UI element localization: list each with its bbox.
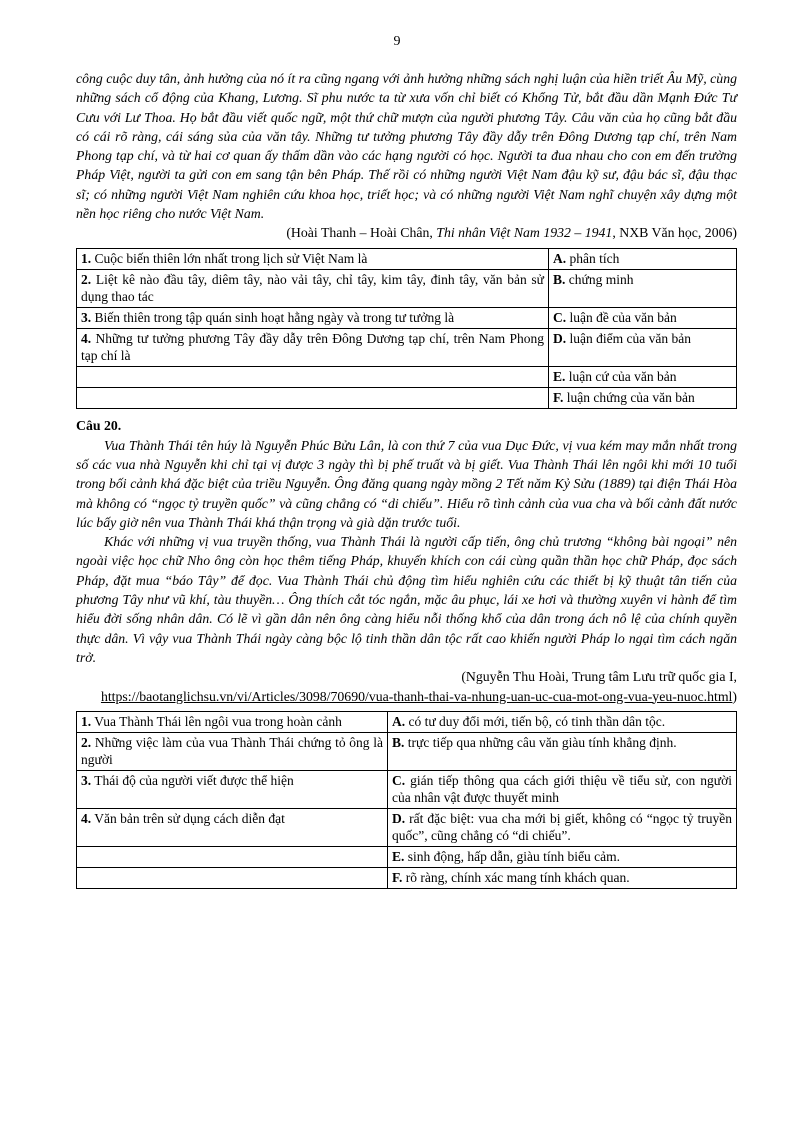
option-cell [388,711,737,732]
option-letter: C. [553,309,567,325]
option-text: phân tích [566,250,620,266]
option-cell [388,732,737,770]
option-cell [388,846,737,867]
option-text: sinh động, hấp dẫn, giàu tính biểu cảm. [404,848,620,864]
prompt-text: Cuộc biến thiên lớn nhất trong lịch sử Việt Nam là [91,250,368,266]
page-number: 9 [393,34,401,49]
option-cell [549,366,737,387]
option-text: luận điểm của văn bản [566,330,691,346]
prompt-cell [77,867,388,888]
option-text: rõ ràng, chính xác mang tính khách quan. [402,869,630,885]
table-row [77,770,737,808]
prompt-number: 1. [81,713,92,729]
option-letter: C. [392,772,406,788]
option-text: rất đặc biệt: vua cha mới bị giết, không có “ngọc tỷ truyền quốc”, cũng chẳng có “di chiếu”. [392,810,732,843]
prompt-cell [77,770,388,808]
prompt-number: 4. [81,330,92,346]
passage-1-source [76,223,737,242]
option-letter: F. [553,389,564,405]
source-suffix: , NXB Văn học, 2006) [612,225,737,241]
option-letter: A. [392,713,406,729]
page-content [76,69,737,889]
table-row [77,307,737,328]
option-letter: A. [553,250,567,266]
option-cell [388,867,737,888]
prompt-text: Những việc làm của vua Thành Thái chứng tỏ ông là người [81,734,383,767]
table-row [77,732,737,770]
prompt-number: 3. [81,772,92,788]
prompt-number: 4. [81,810,92,826]
prompt-cell [77,269,549,307]
option-cell [549,248,737,269]
question-20-paragraph-1: Vua Thành Thái tên húy là Nguyễn Phúc Bửu Lân, là con thứ 7 của vua Dục Đức, vị vua kém may mắn nhất trong số các vua nhà Nguyễn khi chỉ tại vị được 3 ngày thì bị phế truất và bị giết. Vua Thành Thái lên ngôi khi mới 10 tuổi trong bối cảnh khá đặc biệt của triều Nguyễn. Ông đăng quang ngày mồng 2 Tết năm Kỷ Sửu (1889) tại điện Thái Hòa mà không có “ngọc tỷ truyền quốc” và cũng chẳng có “di chiếu”. Hiểu rõ tình cảnh của vua cha và bối cảnh đất nước lúc bấy giờ nên vua Thành Thái khá thận trọng và già dặn trước tuổi. [76,437,737,530]
option-text: luận đề của văn bản [566,309,677,325]
option-cell [549,328,737,366]
table-row [77,328,737,366]
prompt-cell [77,711,388,732]
prompt-cell [77,248,549,269]
prompt-text: Thái độ của người viết được thể hiện [91,772,294,788]
option-text: trực tiếp qua những câu văn giàu tính khẳng định. [404,734,677,750]
option-text: gián tiếp thông qua cách giới thiệu về tiểu sử, con người của nhân vật được thuyết minh [392,772,732,805]
prompt-number: 1. [81,250,92,266]
source-author: (Nguyễn Thu Hoài, Trung tâm Lưu trữ quốc gia I, [461,669,737,685]
option-cell [549,387,737,408]
prompt-cell [77,307,549,328]
prompt-cell [77,387,549,408]
table-row [77,387,737,408]
table-row [77,846,737,867]
option-letter: E. [392,848,405,864]
source-book-title: Thi nhân Việt Nam 1932 – 1941 [436,225,613,241]
option-cell [549,269,737,307]
option-letter: D. [392,810,406,826]
source-prefix: (Hoài Thanh – Hoài Chân, [286,225,437,241]
prompt-number: 2. [81,271,92,287]
option-letter: D. [553,330,567,346]
option-letter: B. [392,734,405,750]
table-row [77,248,737,269]
prompt-number: 3. [81,309,92,325]
matching-table-2 [76,711,737,889]
option-text: chứng minh [565,271,634,287]
prompt-cell [77,846,388,867]
passage-1-text: công cuộc duy tân, ảnh hưởng của nó ít ra cũng ngang với ảnh hưởng những sách nghị luận của hiền triết Âu Mỹ, cùng những sách cổ động của Khang, Lương. Sĩ phu nước ta từ xưa vốn chỉ biết có Khổng Tử, bắt đầu dần Mạnh Đức Tư Cưu với Lư Thoa. Họ bắt đầu viết quốc ngữ, một thứ chữ mượn của người phương Tây. Câu văn của họ cũng bắt đầu có cái rõ ràng, cái sáng sủa của văn tây. Những tư tưởng phương Tây đầy dẫy trên Đông Dương tạp chí, trên Nam Phong tạp chí, và từ hai cơ quan ấy thấm dần vào các hạng người có học. Người ta đua nhau cho con em đến trường Pháp Việt, người ta gửi con em sang tận bên Pháp. Thế rồi có những người Việt Nam đậu kỹ sư, đậu bác sĩ, đậu thạc sĩ; có những người Việt Nam nghiên cứu khoa học, triết học; và có những người Việt Nam nghĩ chuyện xây dựng một nền học riêng cho nước Việt Nam. [76,71,737,222]
option-cell [549,307,737,328]
source-link[interactable]: https://baotanglichsu.vn/vi/Articles/3098/70690/vua-thanh-thai-va-nhung-uan-uc-cua-mot-ong-vua-yeu-nuoc.html [100,688,733,704]
prompt-text: Biến thiên trong tập quán sinh hoạt hằng ngày và trong tư tưởng là [91,309,455,325]
option-letter: E. [553,368,566,384]
prompt-text: Văn bản trên sử dụng cách diễn đạt [91,810,285,826]
question-20-source [76,667,737,706]
table-row [77,867,737,888]
table-row [77,808,737,846]
prompt-text: Vua Thành Thái lên ngôi vua trong hoàn cảnh [91,713,342,729]
prompt-text: Liệt kê nào đầu tây, diêm tây, nào vải tây, chỉ tây, kim tây, đinh tây, văn bản sử dụng thao tác [81,271,544,304]
table-row [77,269,737,307]
matching-table-1 [76,248,737,409]
option-text: có tư duy đổi mới, tiến bộ, có tinh thần dân tộc. [405,713,666,729]
prompt-cell [77,328,549,366]
option-letter: F. [392,869,403,885]
question-20-paragraph-2: Khác với những vị vua truyền thống, vua Thành Thái là người cấp tiến, ông chủ trương “không bài ngoại” nên ngoài việc học chữ Nho ông còn học thêm tiếng Pháp, khuyến khích con cái cùng quần thần học chữ Pháp, đọc sách Pháp, đặt mua “báo Tây” để đọc. Vua Thành Thái chủ động tìm hiểu nghiên cứu các thiết bị kỹ thuật tân tiến của phương Tây như vũ khí, tàu thuyền… Ông thích cắt tóc ngắn, mặc âu phục, lái xe hơi và thường xuyên vi hành để tìm hiểu đời sống nhân dân. Có lẽ vì gần dân nên ông càng hiểu nỗi thống khổ của dân trong ách nô lệ của chính quyền thực dân. Vì vậy vua Thành Thái ngày càng bộc lộ tinh thần dân tộc rất cao khiến người Pháp lo ngại tìm cách ngăn trở. [76,534,737,665]
prompt-cell [77,366,549,387]
question-20-label: Câu 20. [76,417,122,433]
option-cell [388,770,737,808]
option-cell [388,808,737,846]
table-row [77,366,737,387]
prompt-cell [77,808,388,846]
option-text: luận chứng của văn bản [563,389,695,405]
prompt-number: 2. [81,734,92,750]
option-text: luận cứ của văn bản [565,368,677,384]
table-row [77,711,737,732]
option-letter: B. [553,271,566,287]
source-closing: ) [732,688,737,704]
prompt-text: Những tư tưởng phương Tây đầy dẫy trên Đông Dương tạp chí, trên Nam Phong tạp chí là [81,330,544,363]
prompt-cell [77,732,388,770]
